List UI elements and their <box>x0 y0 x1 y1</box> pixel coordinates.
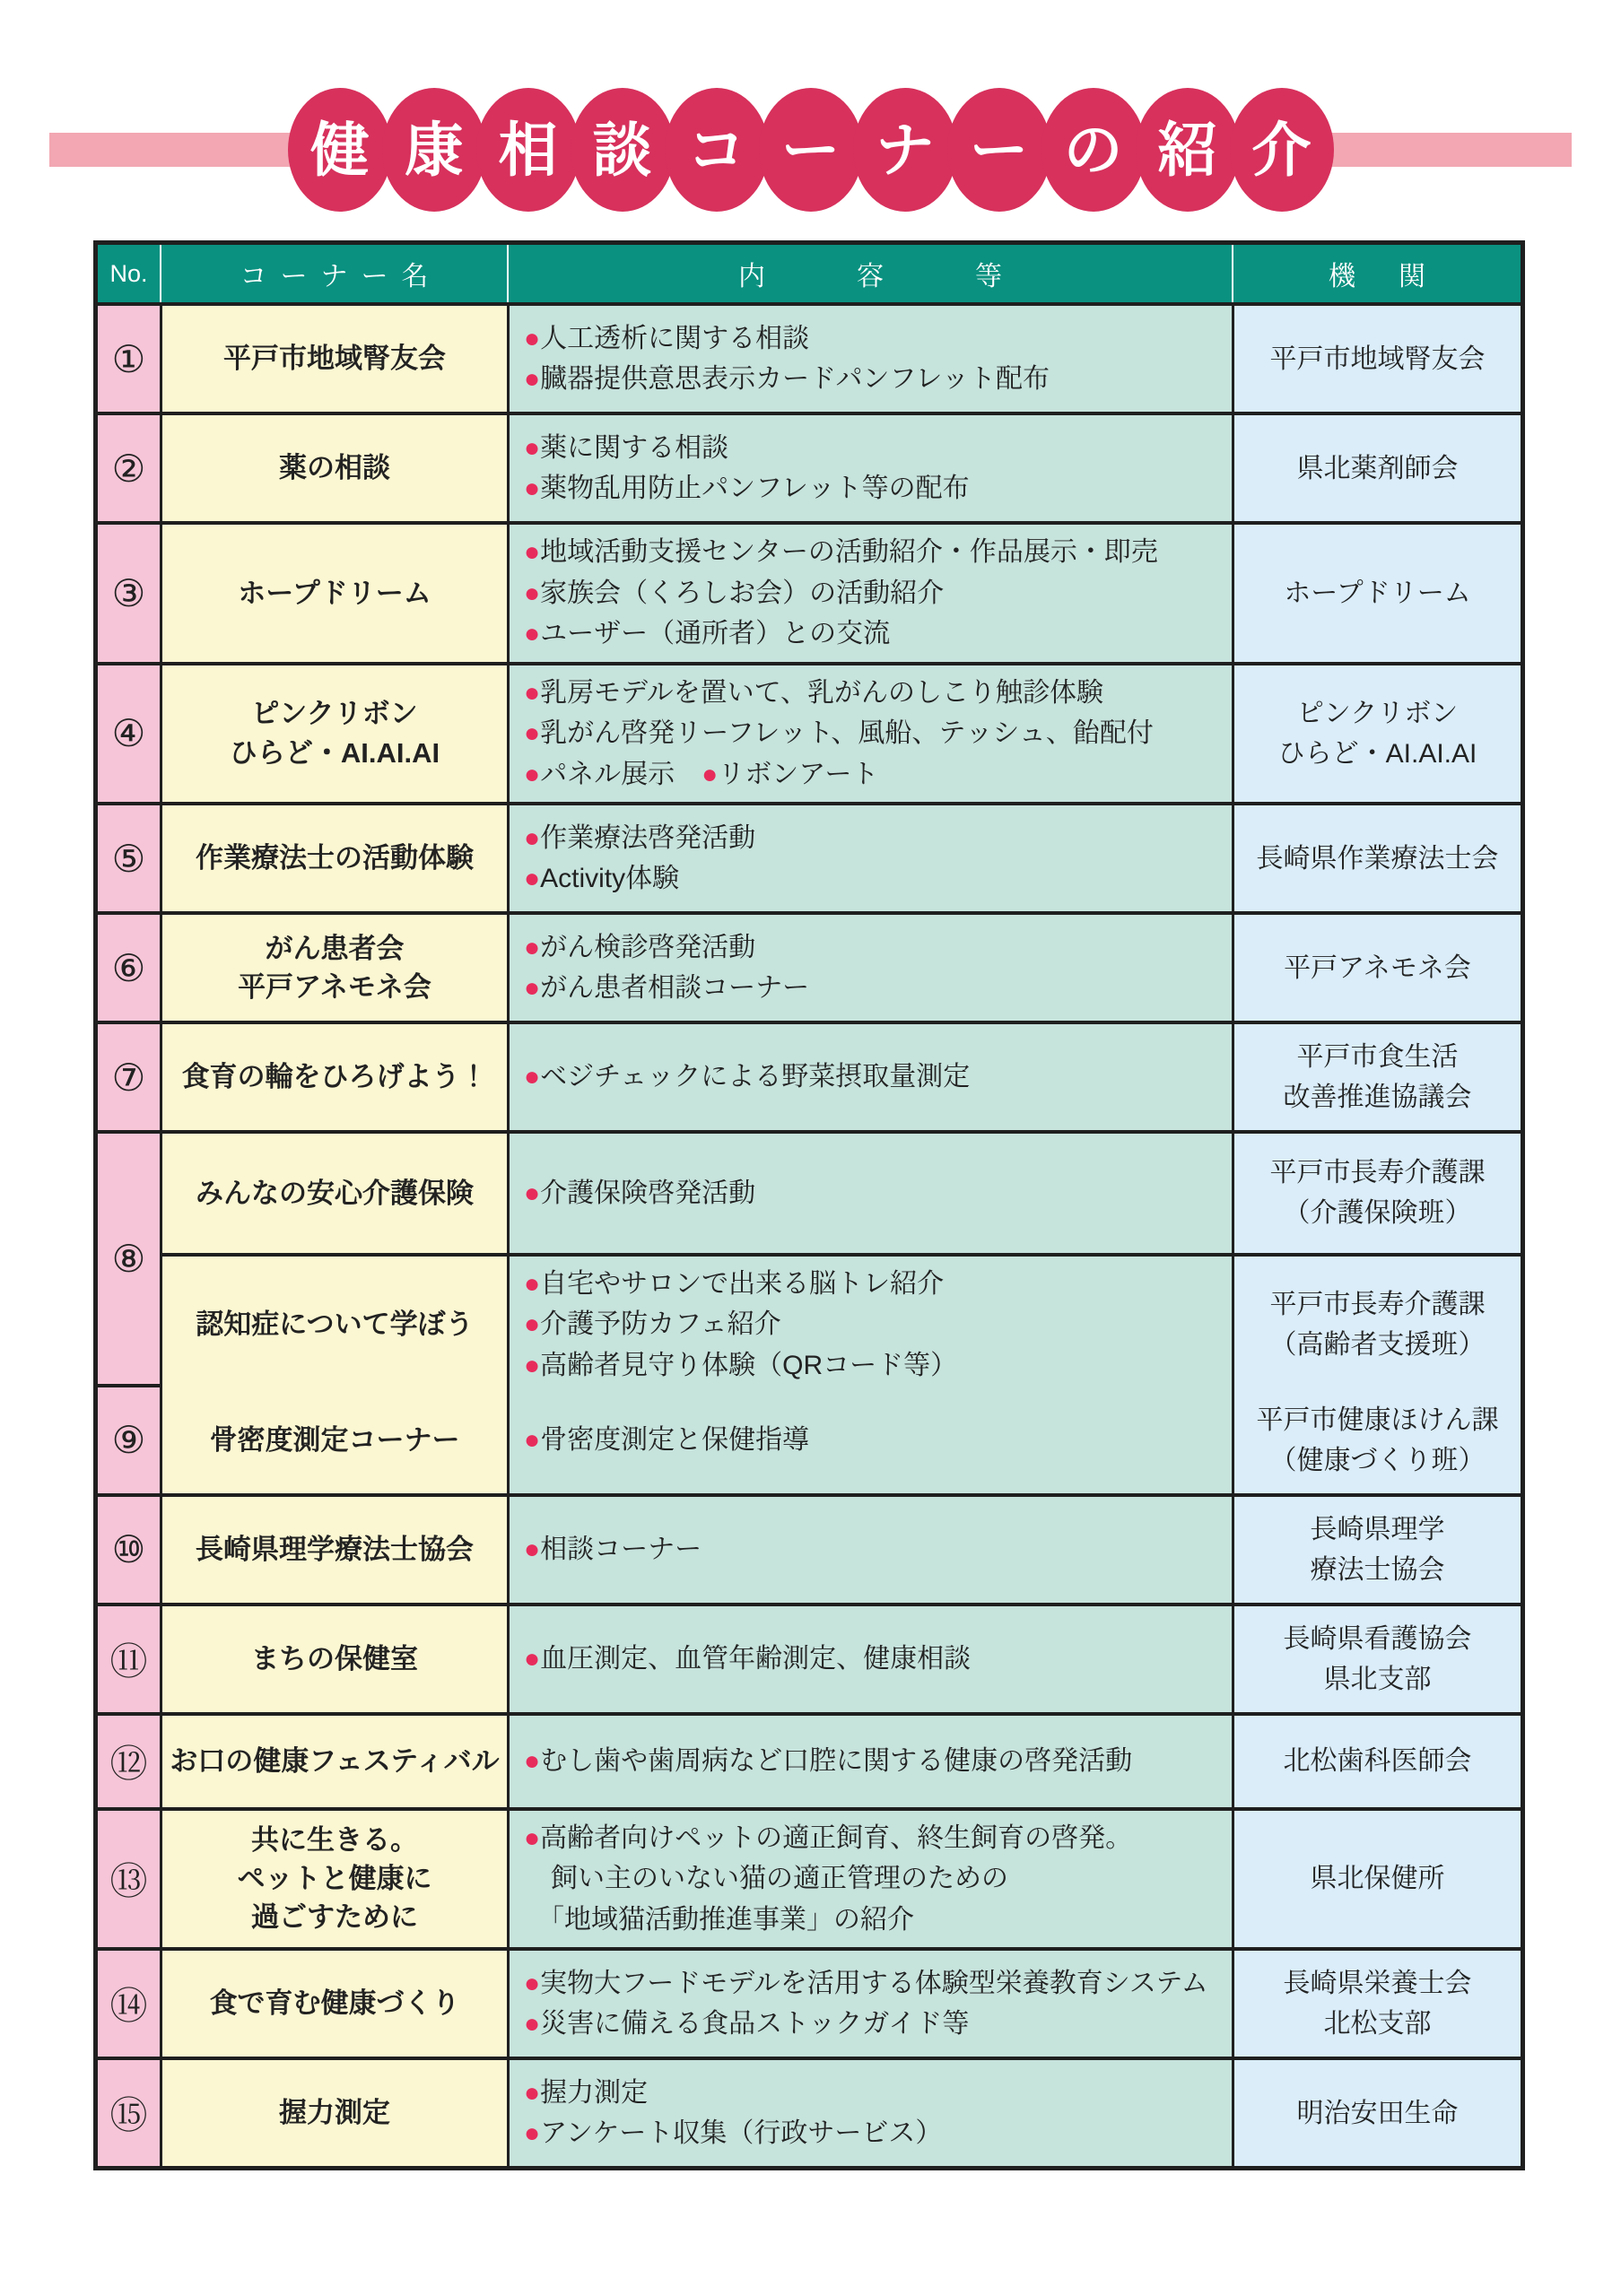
row-number-cell <box>98 665 160 803</box>
corner-name-cell-line: 平戸市地域腎友会 <box>223 343 446 375</box>
content-cell <box>507 1951 1232 2057</box>
row-number-cell-line: ④ <box>111 712 146 755</box>
content-cell-line: 「地域猫活動推進事業」の紹介 <box>524 1904 914 1935</box>
content-cell <box>507 1257 1232 1394</box>
content-cell <box>507 805 1232 911</box>
bullet-icon: ● <box>524 759 541 789</box>
content-cell <box>507 915 1232 1021</box>
content-cell-line: ●介護保険啓発活動 <box>524 1178 756 1208</box>
organization-cell-line: 平戸市健康ほけん課 <box>1256 1405 1499 1435</box>
bullet-icon: ● <box>524 1822 541 1853</box>
organization-cell-line: （高齢者支援班） <box>1269 1329 1486 1360</box>
corner-name-cell-line: みんなの安心介護保険 <box>196 1177 474 1209</box>
table-row <box>98 412 1521 521</box>
col-header-org: 機関 <box>1232 245 1521 302</box>
corner-name-cell <box>160 525 507 662</box>
content-cell-line: ●ベジチェックによる野菜摂取量測定 <box>524 1062 971 1092</box>
corner-name-cell-line: 作業療法士の活動体験 <box>196 842 474 874</box>
organization-cell-line: ひらど・AI.AI.AI <box>1277 738 1477 769</box>
corner-name-cell <box>160 1024 507 1130</box>
content-cell-line: ●血圧測定、血管年齢測定、健康相談 <box>524 1643 972 1674</box>
row-number-cell-line: ② <box>111 447 146 490</box>
table-row <box>98 302 1521 412</box>
content-cell <box>507 415 1232 521</box>
organization-cell-line: 平戸市地域腎友会 <box>1269 344 1486 374</box>
table-row <box>98 911 1521 1021</box>
bullet-icon: ● <box>524 1534 541 1564</box>
row-number-cell-line: ⑭ <box>109 1985 148 2027</box>
organization-cell-line: 北松歯科医師会 <box>1283 1746 1472 1776</box>
bullet-icon: ● <box>524 864 541 893</box>
title-char-circle: 介 <box>1230 88 1334 212</box>
organization-cell <box>1232 525 1521 662</box>
content-cell-line: ●Activity体験 <box>524 864 680 893</box>
organization-cell <box>1232 1951 1521 2057</box>
table-row <box>98 1603 1521 1712</box>
row-number-cell <box>98 1606 160 1712</box>
corner-name-cell <box>160 1387 507 1493</box>
corner-name-cell-line: 薬の相談 <box>279 452 390 484</box>
content-cell-line: ●自宅やサロンで出来る脳トレ紹介 <box>524 1268 945 1299</box>
corner-name-cell <box>160 1951 507 2057</box>
bullet-icon: ● <box>524 1745 541 1776</box>
content-cell-line: ●臓器提供意思表示カードパンフレット配布 <box>524 364 1050 394</box>
corner-name-cell <box>160 1257 507 1394</box>
content-cell-line: ●乳房モデルを置いて、乳がんのしこり触診体験 <box>524 677 1104 708</box>
bullet-icon: ● <box>524 2009 541 2039</box>
row-number-cell-line: ⑧ <box>111 1237 146 1280</box>
row-number-cell <box>98 306 160 412</box>
table-row-group <box>98 1130 1521 1384</box>
content-cell-line: ●家族会（くろしお会）の活動紹介 <box>524 578 945 608</box>
bullet-icon: ● <box>524 578 541 608</box>
table-row <box>98 1493 1521 1603</box>
row-number-cell <box>98 1134 160 1384</box>
row-number-cell <box>98 1716 160 1807</box>
organization-cell-line: （健康づくり班） <box>1269 1445 1486 1475</box>
corner-name-cell <box>160 805 507 911</box>
bullet-icon: ● <box>524 1268 541 1299</box>
organization-cell-line: ピンクリボン <box>1296 698 1459 728</box>
organization-cell-line: 平戸市長寿介護課 <box>1269 1158 1486 1188</box>
content-cell-line: ●薬物乱用防止パンフレット等の配布 <box>524 474 970 503</box>
table-row <box>98 662 1521 803</box>
content-cell-line: ●高齢者見守り体験（QRコード等） <box>524 1350 958 1380</box>
corner-name-cell <box>160 1716 507 1807</box>
table-row <box>98 521 1521 662</box>
content-cell <box>507 1024 1232 1130</box>
title-char-circle: の <box>1041 88 1146 212</box>
content-cell-line: ●薬に関する相談 <box>524 432 729 463</box>
corner-name-cell-line: まちの保健室 <box>251 1642 418 1674</box>
organization-cell-line: 長崎県作業療法士会 <box>1256 843 1499 874</box>
row-number-cell-line: ⑮ <box>109 2094 148 2136</box>
bullet-icon: ● <box>524 432 541 463</box>
bullet-icon: ● <box>524 2077 541 2108</box>
content-cell-line: ●乳がん啓発リーフレット、風船、テッシュ、飴配付 <box>524 718 1154 748</box>
corner-name-cell-line: 過ごすために <box>251 1901 418 1934</box>
organization-cell-line: 長崎県栄養士会 <box>1283 1969 1472 1998</box>
row-number-cell-line: ⑫ <box>109 1742 148 1785</box>
organization-cell-line: 改善推進協議会 <box>1283 1083 1472 1112</box>
table-row <box>98 1384 1521 1493</box>
organization-cell <box>1232 665 1521 803</box>
bullet-icon: ● <box>524 718 541 748</box>
col-header-corner: コーナー名 <box>160 245 507 302</box>
corner-table <box>93 240 1525 2170</box>
bullet-icon: ● <box>524 973 541 1003</box>
bullet-icon: ● <box>524 364 541 394</box>
corner-name-cell-line: ホープドリーム <box>238 577 431 609</box>
organization-cell-line: （介護保険班） <box>1283 1198 1472 1229</box>
corner-name-cell-line: お口の健康フェスティバル <box>170 1744 500 1777</box>
organization-cell-line: 平戸市食生活 <box>1296 1042 1459 1072</box>
content-cell-line: ●人工透析に関する相談 <box>524 323 810 353</box>
content-cell-line: ●骨密度測定と保健指導 <box>524 1424 810 1455</box>
row-number-cell <box>98 1497 160 1603</box>
row-number-cell <box>98 1024 160 1130</box>
row-number-cell-line: ⑩ <box>111 1528 146 1570</box>
organization-cell-line: 北松支部 <box>1323 2009 1432 2039</box>
corner-name-cell <box>160 1606 507 1712</box>
organization-cell <box>1232 1387 1521 1493</box>
title-char-circle: ー <box>947 88 1051 212</box>
table-subrow <box>160 1134 1521 1253</box>
organization-cell <box>1232 805 1521 911</box>
bullet-icon: ● <box>524 537 541 567</box>
organization-cell <box>1232 1716 1521 1807</box>
row-number-cell <box>98 525 160 662</box>
content-cell <box>507 1134 1232 1253</box>
organization-cell <box>1232 2060 1521 2166</box>
corner-name-cell-line: 食で育む健康づくり <box>209 1987 460 2020</box>
bullet-icon: ● <box>524 1178 541 1208</box>
corner-name-cell-line: 共に生きる。 <box>251 1823 418 1856</box>
bullet-icon: ● <box>524 822 541 853</box>
content-cell <box>507 525 1232 662</box>
corner-name-cell <box>160 1811 507 1948</box>
organization-cell-line: 平戸市長寿介護課 <box>1269 1289 1486 1319</box>
bullet-icon: ● <box>524 323 541 353</box>
content-cell-line: ●握力測定 <box>524 2077 649 2108</box>
corner-name-cell <box>160 415 507 521</box>
table-subrow <box>160 1253 1521 1384</box>
corner-name-cell <box>160 306 507 412</box>
corner-name-cell <box>160 1497 507 1603</box>
row-number-cell <box>98 1387 160 1493</box>
corner-name-cell <box>160 665 507 803</box>
content-cell-line: ●がん検診啓発活動 <box>524 932 756 962</box>
organization-cell-line: 県北支部 <box>1323 1664 1432 1694</box>
row-number-cell <box>98 915 160 1021</box>
organization-cell-line: 県北保健所 <box>1310 1864 1445 1894</box>
title-char-circle: 談 <box>571 88 675 212</box>
content-cell-line: ●高齢者向けペットの適正飼育、終生飼育の啓発。 <box>524 1822 1133 1853</box>
content-cell-line: ●災害に備える食品ストックガイド等 <box>524 2009 970 2039</box>
row-number-cell-line: ⑦ <box>111 1056 146 1099</box>
corner-name-cell-line: ひらど・AI.AI.AI <box>229 736 440 769</box>
title-char-circle: コ <box>665 88 769 212</box>
row-number-cell-line: ⑨ <box>111 1419 146 1461</box>
content-cell-line: ●実物大フードモデルを活用する体験型栄養教育システム <box>524 1968 1208 1998</box>
corner-name-cell-line: 認知症について学ぼう <box>196 1309 474 1341</box>
content-cell-line: ●アンケート収集（行政サービス） <box>524 2118 943 2148</box>
corner-name-cell-line: 長崎県理学療法士協会 <box>196 1533 474 1565</box>
row-number-cell-line: ⑥ <box>111 946 146 989</box>
bullet-icon: ● <box>524 2118 541 2148</box>
content-cell-line: ●むし歯や歯周病など口腔に関する健康の啓発活動 <box>524 1745 1133 1776</box>
corner-name-cell-line: ピンクリボン <box>251 698 418 730</box>
row-number-cell-line: ⑪ <box>109 1639 148 1683</box>
bullet-icon: ● <box>524 619 541 648</box>
organization-cell <box>1232 1134 1521 1253</box>
bullet-icon: ● <box>524 1062 541 1092</box>
corner-name-cell-line: 食育の輪をひろげよう！ <box>181 1061 488 1093</box>
title-char-circle: 相 <box>476 88 580 212</box>
corner-name-cell-line: ペットと健康に <box>237 1863 432 1895</box>
organization-cell-line: 県北薬剤師会 <box>1296 453 1459 483</box>
content-cell-line: ●地域活動支援センターの活動紹介・作品展示・即売 <box>524 537 1158 567</box>
content-cell-line: ●作業療法啓発活動 <box>524 822 756 853</box>
content-cell <box>507 306 1232 412</box>
row-number-cell <box>98 2060 160 2166</box>
corner-name-cell <box>160 915 507 1021</box>
organization-cell <box>1232 1024 1521 1130</box>
bullet-icon: ● <box>524 932 541 962</box>
organization-cell-line: ホープドリーム <box>1284 578 1471 608</box>
row-number-cell <box>98 805 160 911</box>
organization-cell <box>1232 1606 1521 1712</box>
title-char-circle: ナ <box>853 88 957 212</box>
content-cell-line: ●介護予防カフェ紹介 <box>524 1309 781 1339</box>
title-char-circle: 紹 <box>1136 88 1240 212</box>
content-cell <box>507 1811 1232 1948</box>
row-number-cell <box>98 1951 160 2057</box>
row-number-cell <box>98 415 160 521</box>
corner-name-cell-line: 平戸アネモネ会 <box>238 971 431 1003</box>
bullet-icon: ● <box>524 1424 541 1455</box>
row-number-cell-line: ③ <box>111 571 146 614</box>
title-char-circle: ー <box>759 88 863 212</box>
corner-name-cell-line: 握力測定 <box>279 2097 390 2129</box>
page-title <box>0 88 1621 212</box>
table-body <box>98 302 1521 2166</box>
bullet-icon: ● <box>702 759 719 789</box>
organization-cell-line: 明治安田生命 <box>1296 2098 1459 2128</box>
bullet-icon: ● <box>524 677 541 708</box>
row-number-cell-line: ① <box>111 337 146 380</box>
organization-cell <box>1232 1811 1521 1948</box>
table-row <box>98 1712 1521 1807</box>
content-cell <box>507 1497 1232 1603</box>
content-cell <box>507 1606 1232 1712</box>
organization-cell-line: 平戸アネモネ会 <box>1284 952 1471 983</box>
organization-cell-line: 療法士協会 <box>1310 1554 1445 1585</box>
table-row <box>98 1947 1521 2057</box>
corner-name-cell-line: 骨密度測定コーナー <box>209 1423 460 1456</box>
content-cell-line: ●パネル展示 ●リボンアート <box>524 759 879 789</box>
content-cell <box>507 2060 1232 2166</box>
table-row <box>98 2057 1521 2166</box>
content-cell-line: 飼い主のいない猫の適正管理のための <box>524 1864 1008 1893</box>
bullet-icon: ● <box>524 1643 541 1674</box>
organization-cell <box>1232 1257 1521 1394</box>
content-cell-line: ●相談コーナー <box>524 1534 702 1564</box>
table-row <box>98 802 1521 911</box>
title-char-circle: 康 <box>382 88 486 212</box>
organization-cell-line: 長崎県看護協会 <box>1283 1623 1472 1654</box>
bullet-icon: ● <box>524 1350 541 1380</box>
content-cell <box>507 1387 1232 1493</box>
table-row <box>98 1021 1521 1130</box>
title-char-circle: 健 <box>288 88 392 212</box>
row-number-cell <box>98 1811 160 1948</box>
organization-cell-line: 長崎県理学 <box>1310 1514 1445 1544</box>
group-subrows <box>160 1134 1521 1384</box>
row-number-cell-line: ⑤ <box>111 837 146 880</box>
table-row <box>98 1807 1521 1948</box>
col-header-no: No. <box>109 259 148 287</box>
content-cell <box>507 665 1232 803</box>
col-header-content: 内容等 <box>507 245 1232 302</box>
row-number-cell-line: ⑬ <box>109 1859 148 1902</box>
corner-name-cell <box>160 2060 507 2166</box>
organization-cell <box>1232 915 1521 1021</box>
content-cell <box>507 1716 1232 1807</box>
content-cell-line: ●がん患者相談コーナー <box>524 973 810 1003</box>
content-cell-line: ●ユーザー（通所者）との交流 <box>524 619 891 648</box>
organization-cell <box>1232 415 1521 521</box>
bullet-icon: ● <box>524 1968 541 1998</box>
organization-cell <box>1232 306 1521 412</box>
bullet-icon: ● <box>524 474 541 503</box>
table-header-row <box>98 245 1521 302</box>
bullet-icon: ● <box>524 1309 541 1339</box>
corner-name-cell-line: がん患者会 <box>265 932 405 964</box>
corner-name-cell <box>160 1134 507 1253</box>
organization-cell <box>1232 1497 1521 1603</box>
